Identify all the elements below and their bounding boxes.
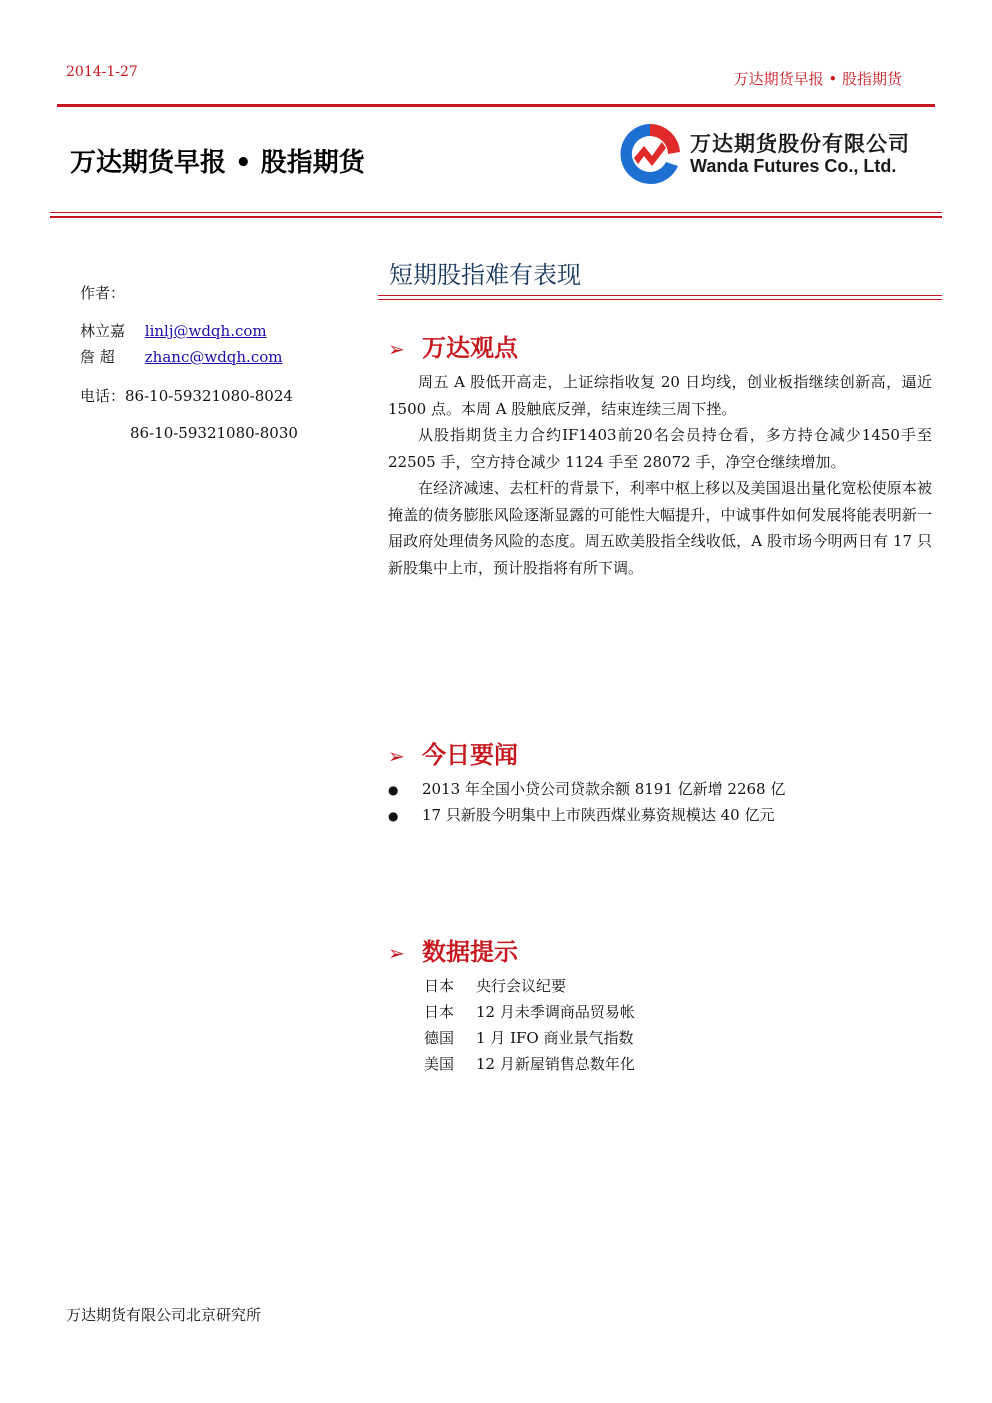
event: 央行会议纪要	[476, 977, 567, 995]
bullet-dot-icon: ●	[388, 809, 399, 823]
phone-number: 86-10-59321080-8030	[130, 424, 298, 442]
country: 日本	[424, 977, 455, 995]
event: 12 月未季调商品贸易帐	[476, 1003, 635, 1021]
news-item	[388, 802, 785, 828]
list-item	[424, 999, 635, 1025]
arrow-bullet-icon: ➢	[388, 337, 405, 361]
paragraph: 在经济减速、去杠杆的背景下，利率中枢上移以及美国退出量化宽松使原本被掩盖的债务膨胀风险逐渐显露的可能性大幅提升，中诚事件如何发展将能表明新一届政府处理债务风险的态度。周五欧美股指全线收低，A 股市场今明两日有 17 只新股集中上市，预计股指将有所下调。	[388, 479, 932, 577]
report-date: 2014-1-27	[66, 64, 138, 80]
title-rule-bottom	[378, 299, 942, 300]
list-item	[424, 1051, 635, 1077]
section-heading-data	[388, 932, 518, 967]
phone-number: 86-10-59321080-8024	[125, 387, 293, 405]
header-double-rule-top	[50, 212, 942, 213]
author-name: 林立嘉	[80, 322, 126, 340]
news-text: 17 只新股今明集中上市陕西煤业募资规模达 40 亿元	[422, 806, 775, 824]
country: 德国	[424, 1029, 455, 1047]
country: 日本	[424, 1003, 455, 1021]
list-item	[424, 1025, 635, 1051]
event: 1 月 IFO 商业景气指数	[476, 1029, 634, 1047]
section-title: 万达观点	[422, 334, 518, 362]
section-title: 今日要闻	[422, 741, 518, 769]
list-item	[424, 973, 635, 999]
country: 美国	[424, 1055, 455, 1073]
logo-company-name-en: Wanda Futures Co., Ltd.	[690, 156, 897, 176]
paragraph: 周五 A 股低开高走，上证综指收复 20 日均线，创业板指继续创新高，逼近 1500 点。本周 A 股触底反弹，结束连续三周下挫。	[388, 373, 932, 418]
phone-row	[80, 385, 293, 406]
footer-org: 万达期货有限公司北京研究所	[66, 1306, 262, 1324]
bullet-dot-icon: ●	[388, 783, 399, 797]
section-heading-view	[388, 328, 518, 363]
arrow-bullet-icon: ➢	[388, 744, 405, 768]
arrow-bullet-icon: ➢	[388, 941, 405, 965]
phone-label: 电话：	[80, 387, 126, 405]
section-title: 数据提示	[422, 938, 518, 966]
data-list	[424, 973, 635, 1077]
header-divider	[57, 104, 935, 107]
author-row	[80, 320, 267, 341]
news-list	[388, 776, 785, 828]
header-double-rule-bottom	[50, 216, 942, 218]
event: 12 月新屋销售总数年化	[476, 1055, 635, 1073]
author-name: 詹 超	[80, 348, 115, 366]
author-email-link[interactable]: zhanc@wdqh.com	[144, 348, 283, 366]
news-text: 2013 年全国小贷公司贷款余额 8191 亿新增 2268 亿	[422, 780, 786, 798]
author-email-link[interactable]: linlj@wdqh.com	[144, 322, 267, 340]
view-paragraphs	[388, 369, 932, 581]
author-label: 作者：	[80, 284, 126, 302]
header-running-title: 万达期货早报 • 股指期货	[733, 70, 902, 88]
wanda-logo-icon	[612, 118, 688, 190]
news-item	[388, 776, 785, 802]
section-heading-news	[388, 735, 518, 770]
page-title: 万达期货早报 • 股指期货	[70, 148, 365, 178]
logo-company-name-cn: 万达期货股份有限公司	[690, 132, 910, 156]
report-title: 短期股指难有表现	[389, 261, 581, 289]
paragraph: 从股指期货主力合约IF1403前20名会员持仓看，多方持仓减少1450手至 22505 手，空方持仓减少 1124 手至 28072 手，净空仓继续增加。	[388, 426, 932, 471]
title-rule-top	[378, 295, 942, 296]
author-row	[80, 346, 282, 367]
